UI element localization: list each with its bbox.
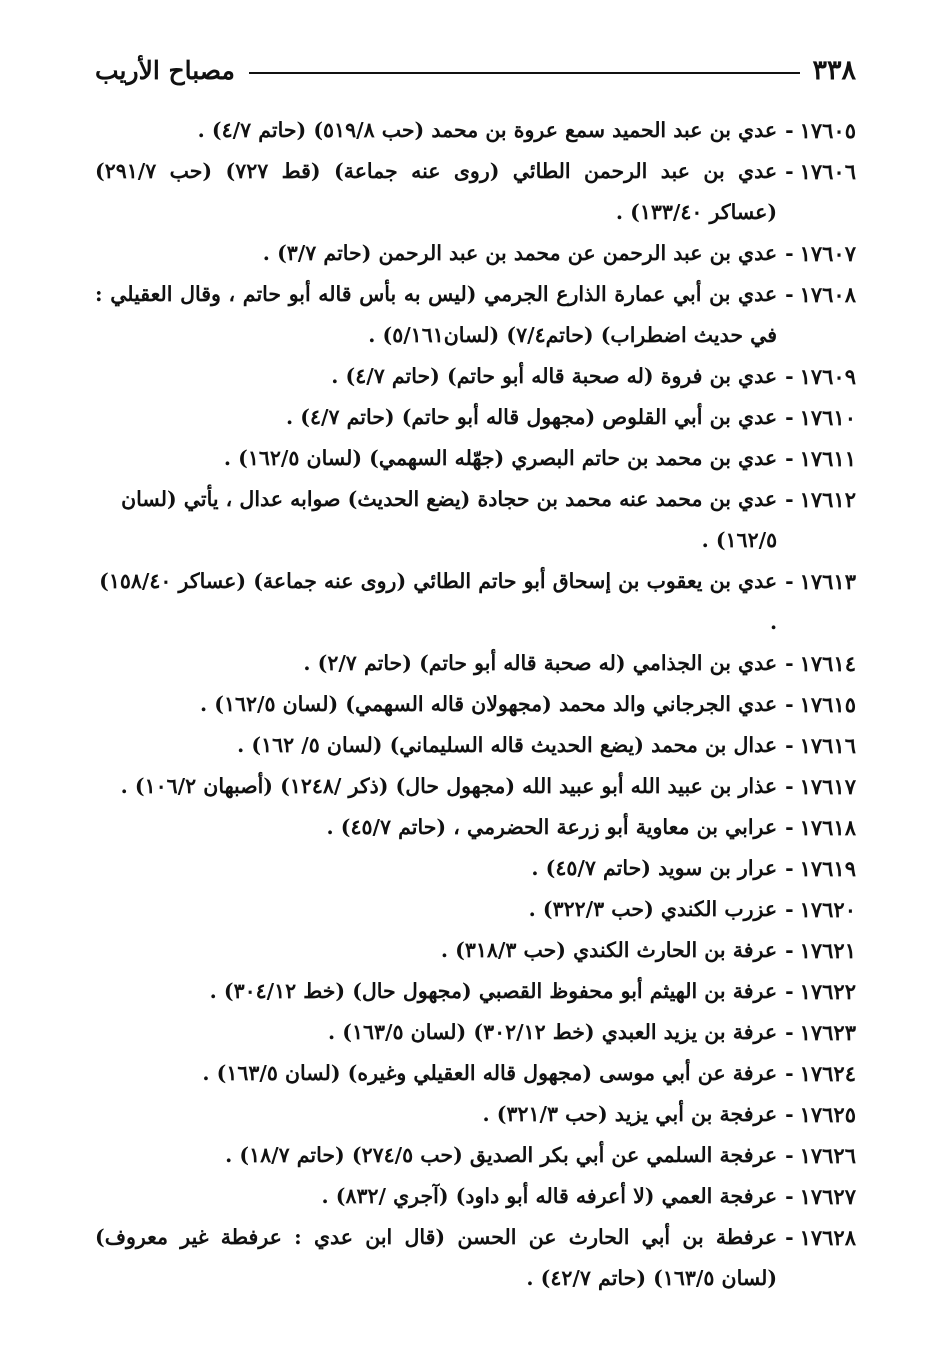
entry-text: عرفة بن الحارث الكندي (حب ٣١٨/٣) .	[440, 938, 778, 962]
entry-number: ١٧٦٢٨	[799, 1225, 856, 1250]
entry-number: ١٧٦٢٢	[799, 979, 856, 1004]
entry-number: ١٧٦٢٤	[799, 1061, 856, 1086]
entry-dash: -	[785, 364, 794, 388]
entry-text: عرفة بن يزيد العبدي (خط ٣٠٢/١٢) (لسان ١٦٣/٥) .	[328, 1020, 778, 1044]
page-number: ٣٣٨	[812, 54, 856, 86]
entry-dash: -	[785, 241, 794, 265]
entry-number: ١٧٦٢٣	[799, 1020, 856, 1045]
entry-dash: -	[785, 1143, 794, 1167]
entry-dash: -	[785, 159, 794, 183]
entry-text: عدي بن يعقوب بن إسحاق أبو حاتم الطائي (روى عنه جماعة) (عساكر ١٥٨/٤٠) .	[99, 569, 778, 634]
entry-number: ١٧٦١٦	[799, 733, 856, 758]
entry-text: عرفجة السلمي عن أبي بكر الصديق (حب ٢٧٤/٥) (حاتم ١٨/٧) .	[225, 1143, 778, 1167]
entry-text: عدي بن الجذامي (له صحبة قاله أبو حاتم) (حاتم ٢/٧) .	[303, 651, 778, 675]
entry-number: ١٧٦٠٨	[799, 282, 856, 307]
entry-17627	[95, 1176, 856, 1217]
entry-17616	[95, 725, 856, 766]
entry-dash: -	[785, 897, 794, 921]
entry-dash: -	[785, 733, 794, 757]
entry-17609	[95, 356, 856, 397]
entry-17626	[95, 1135, 856, 1176]
entry-text: عدي بن محمد عنه محمد بن حجادة (يضع الحديث) صوابه عدال ، يأتي (لسان ١٦٢/٥) .	[121, 487, 778, 552]
entry-number: ١٧٦٠٩	[799, 364, 856, 389]
entry-number: ١٧٦٢٧	[799, 1184, 856, 1209]
entry-17606	[95, 151, 856, 233]
entry-text: عدي بن فروة (له صحبة قاله أبو حاتم) (حاتم ٤/٧) .	[331, 364, 778, 388]
entry-dash: -	[785, 1020, 794, 1044]
entry-number: ١٧٦١٣	[799, 569, 856, 594]
entry-dash: -	[785, 405, 794, 429]
entry-dash: -	[785, 1184, 794, 1208]
entry-text: عدي بن أبي عمارة الذارع الجرمي (ليس به بأس قاله أبو حاتم ، وقال العقيلي : في حديث اضطراب) (حاتم٧/٤) (لسان٥/١٦١) .	[95, 282, 778, 347]
entry-17608	[95, 274, 856, 356]
entry-dash: -	[785, 282, 794, 306]
entry-text: عرفة عن أبي موسى (مجهول قاله العقيلي وغيره) (لسان ١٦٣/٥) .	[202, 1061, 778, 1085]
entry-dash: -	[785, 569, 794, 593]
entry-number: ١٧٦١٨	[799, 815, 856, 840]
entry-text: عدال بن محمد (يضع الحديث قاله السليماني) (لسان ٥/ ١٦٢) .	[237, 733, 778, 757]
entry-dash: -	[785, 815, 794, 839]
entry-text: عدي بن عبد الحميد سمع عروة بن محمد (حب ٥١٩/٨) (حاتم ٤/٧) .	[197, 118, 778, 142]
entry-17620	[95, 889, 856, 930]
entry-dash: -	[785, 651, 794, 675]
entry-dash: -	[785, 856, 794, 880]
entry-number: ١٧٦١٠	[799, 405, 856, 430]
entry-17613	[95, 561, 856, 643]
entry-17607	[95, 233, 856, 274]
entry-dash: -	[785, 446, 794, 470]
entry-dash: -	[785, 979, 794, 1003]
entry-text: عرفة بن الهيثم أبو محفوظ القصبي (مجهول حال) (خط ٣٠٤/١٢) .	[209, 979, 778, 1003]
header-rule	[249, 72, 801, 74]
entry-17610	[95, 397, 856, 438]
entry-dash: -	[785, 1061, 794, 1085]
entry-dash: -	[785, 487, 794, 511]
entry-dash: -	[785, 774, 794, 798]
entry-number: ١٧٦١٧	[799, 774, 856, 799]
entry-17628	[95, 1217, 856, 1299]
entry-number: ١٧٦٠٦	[799, 159, 856, 184]
entry-text: عدي بن محمد بن حاتم البصري (جهّله السهمي) (لسان ١٦٢/٥) .	[223, 446, 778, 470]
entry-17617	[95, 766, 856, 807]
entry-text: عذار بن عبيد الله أبو عبيد الله (مجهول حال) (ذكر /١٢٤٨) (أصبهان ١٠٦/٢) .	[120, 774, 778, 798]
entry-number: ١٧٦٠٥	[799, 118, 856, 143]
entry-text: عدي بن عبد الرحمن الطائي (روى عنه جماعة) (قط ٧٢٧) (حب ٢٩١/٧) (عساكر ١٣٣/٤٠) .	[95, 159, 778, 224]
entry-17618	[95, 807, 856, 848]
entry-number: ١٧٦١٥	[799, 692, 856, 717]
entry-text: عرفطة بن أبي الحارث عن الحسن (قال ابن عدي : عرفطة غير معروف) (لسان ١٦٣/٥) (حاتم ٤٢/٧) .	[95, 1225, 778, 1290]
book-title: مصباح الأريب	[95, 55, 235, 85]
entry-number: ١٧٦٢٥	[799, 1102, 856, 1127]
entry-number: ١٧٦١٤	[799, 651, 856, 676]
entry-text: عدي الجرجاني والد محمد (مجهولان قاله السهمي) (لسان ١٦٢/٥) .	[199, 692, 778, 716]
entry-number: ١٧٦٢٠	[799, 897, 856, 922]
entry-dash: -	[785, 938, 794, 962]
entry-dash: -	[785, 1102, 794, 1126]
entry-17623	[95, 1012, 856, 1053]
entry-dash: -	[785, 692, 794, 716]
entry-17615	[95, 684, 856, 725]
entry-text: عرابي بن معاوية أبو زرعة الحضرمي ، (حاتم ٤٥/٧) .	[326, 815, 778, 839]
entry-text: عرفجة العمي (لا أعرفه قاله أبو داود) (آجري /٨٣٢) .	[321, 1184, 778, 1208]
entry-number: ١٧٦٢٦	[799, 1143, 856, 1168]
entry-text: عرار بن سويد (حاتم ٤٥/٧) .	[531, 856, 778, 880]
entry-text: عرفجة بن أبي يزيد (حب ٣٢١/٣) .	[482, 1102, 778, 1126]
entry-17622	[95, 971, 856, 1012]
entry-17619	[95, 848, 856, 889]
entry-number: ١٧٦٢١	[799, 938, 856, 963]
entry-17612	[95, 479, 856, 561]
entry-number: ١٧٦١٢	[799, 487, 856, 512]
entry-17625	[95, 1094, 856, 1135]
entry-number: ١٧٦١١	[799, 446, 856, 471]
entry-number: ١٧٦٠٧	[799, 241, 856, 266]
entry-list	[95, 110, 856, 1299]
entry-17605	[95, 110, 856, 151]
entry-number: ١٧٦١٩	[799, 856, 856, 881]
entry-dash: -	[785, 1225, 794, 1249]
running-header	[95, 48, 856, 92]
entry-17611	[95, 438, 856, 479]
entry-17624	[95, 1053, 856, 1094]
entry-17614	[95, 643, 856, 684]
entry-text: عدي بن أبي القلوص (مجهول قاله أبو حاتم) (حاتم ٤/٧) .	[285, 405, 778, 429]
entry-text: عدي بن عبد الرحمن عن محمد بن عبد الرحمن (حاتم ٣/٧) .	[262, 241, 778, 265]
entry-17621	[95, 930, 856, 971]
entry-text: عزرب الكندي (حب ٣٢٢/٣) .	[528, 897, 778, 921]
entry-dash: -	[785, 118, 794, 142]
